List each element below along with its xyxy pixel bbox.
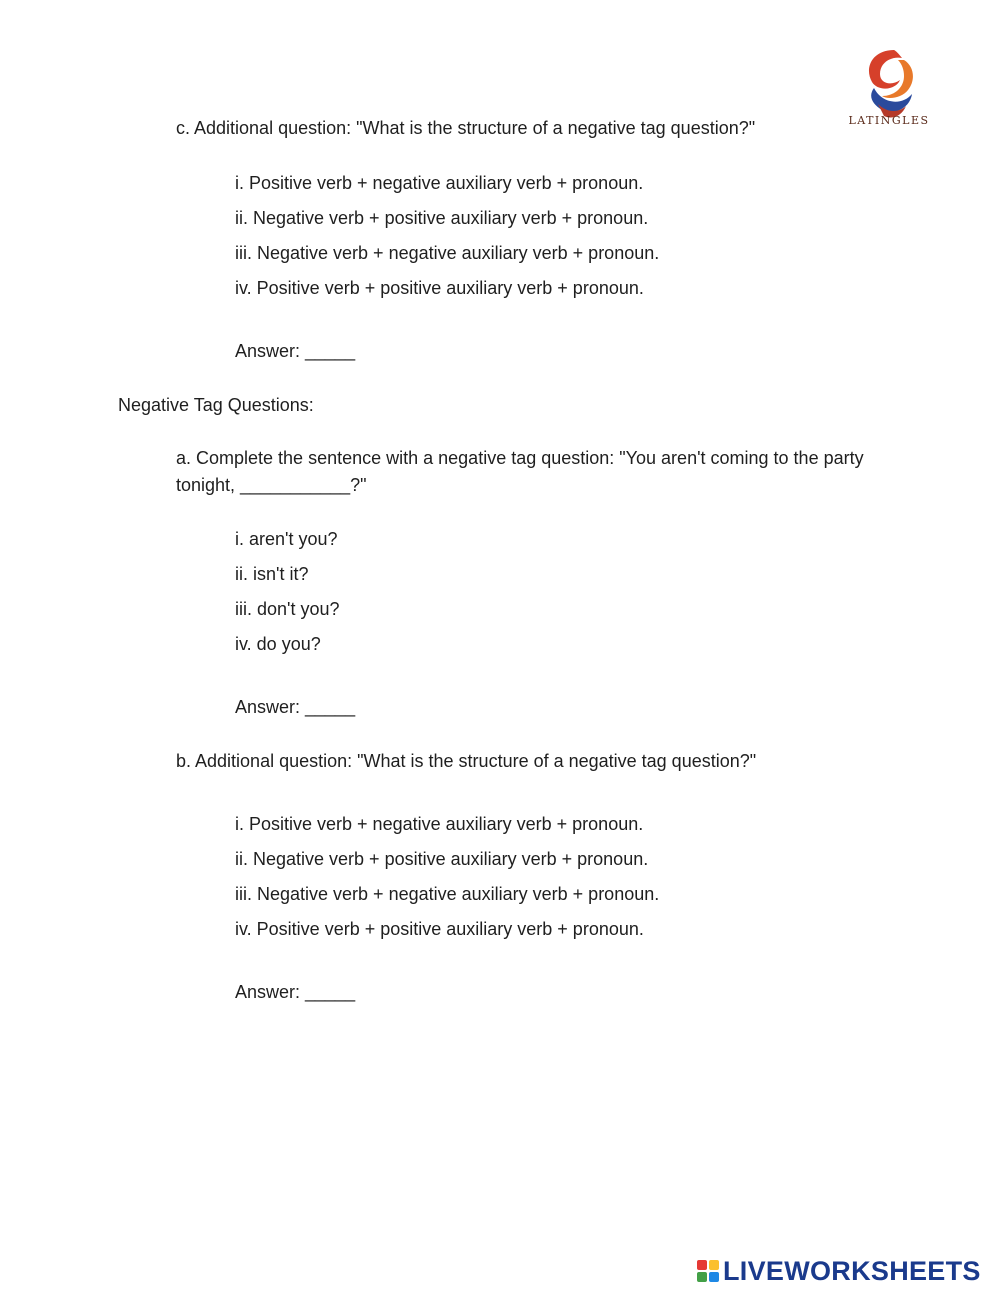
liveworksheets-grid-icon [697,1260,719,1282]
question-b-option-2: ii. Negative verb + positive auxiliary verb + pronoun. [235,849,649,869]
question-b-option-4: iv. Positive verb + positive auxiliary verb + pronoun. [235,919,644,939]
question-a-answer-blank[interactable]: Answer: _____ [235,697,356,717]
question-a-option-1: i. aren't you? [235,529,338,549]
question-c: c. Additional question: "What is the structure of a negative tag question?" [176,118,756,138]
question-a: a. Complete the sentence with a negative tag question: "You aren't coming to the party tonight, ___________?" [176,448,864,495]
grid-cell-blue [709,1272,719,1282]
grid-cell-yellow [709,1260,719,1270]
question-b-answer-blank[interactable]: Answer: _____ [235,982,356,1002]
grid-cell-green [697,1272,707,1282]
question-b-option-3: iii. Negative verb + negative auxiliary verb + pronoun. [235,884,660,904]
question-a-option-4: iv. do you? [235,634,321,654]
question-b-option-1: i. Positive verb + negative auxiliary verb + pronoun. [235,814,644,834]
question-a-option-3: iii. don't you? [235,599,340,619]
question-c-option-3: iii. Negative verb + negative auxiliary verb + pronoun. [235,243,660,263]
question-c-answer-blank[interactable]: Answer: _____ [235,341,356,361]
question-c-option-2: ii. Negative verb + positive auxiliary verb + pronoun. [235,208,649,228]
grid-cell-red [697,1260,707,1270]
question-c-option-1: i. Positive verb + negative auxiliary verb + pronoun. [235,173,644,193]
logo-text: LATINGLES [848,114,930,127]
question-a-option-2: ii. isn't it? [235,564,309,584]
liveworksheets-footer[interactable] [697,1254,981,1288]
liveworksheets-brand: LIVEWORKSHEETS [723,1255,981,1286]
section-heading-negative-tag-questions: Negative Tag Questions: [118,395,314,415]
question-b: b. Additional question: "What is the structure of a negative tag question?" [176,751,757,771]
question-c-option-4: iv. Positive verb + positive auxiliary verb + pronoun. [235,278,644,298]
